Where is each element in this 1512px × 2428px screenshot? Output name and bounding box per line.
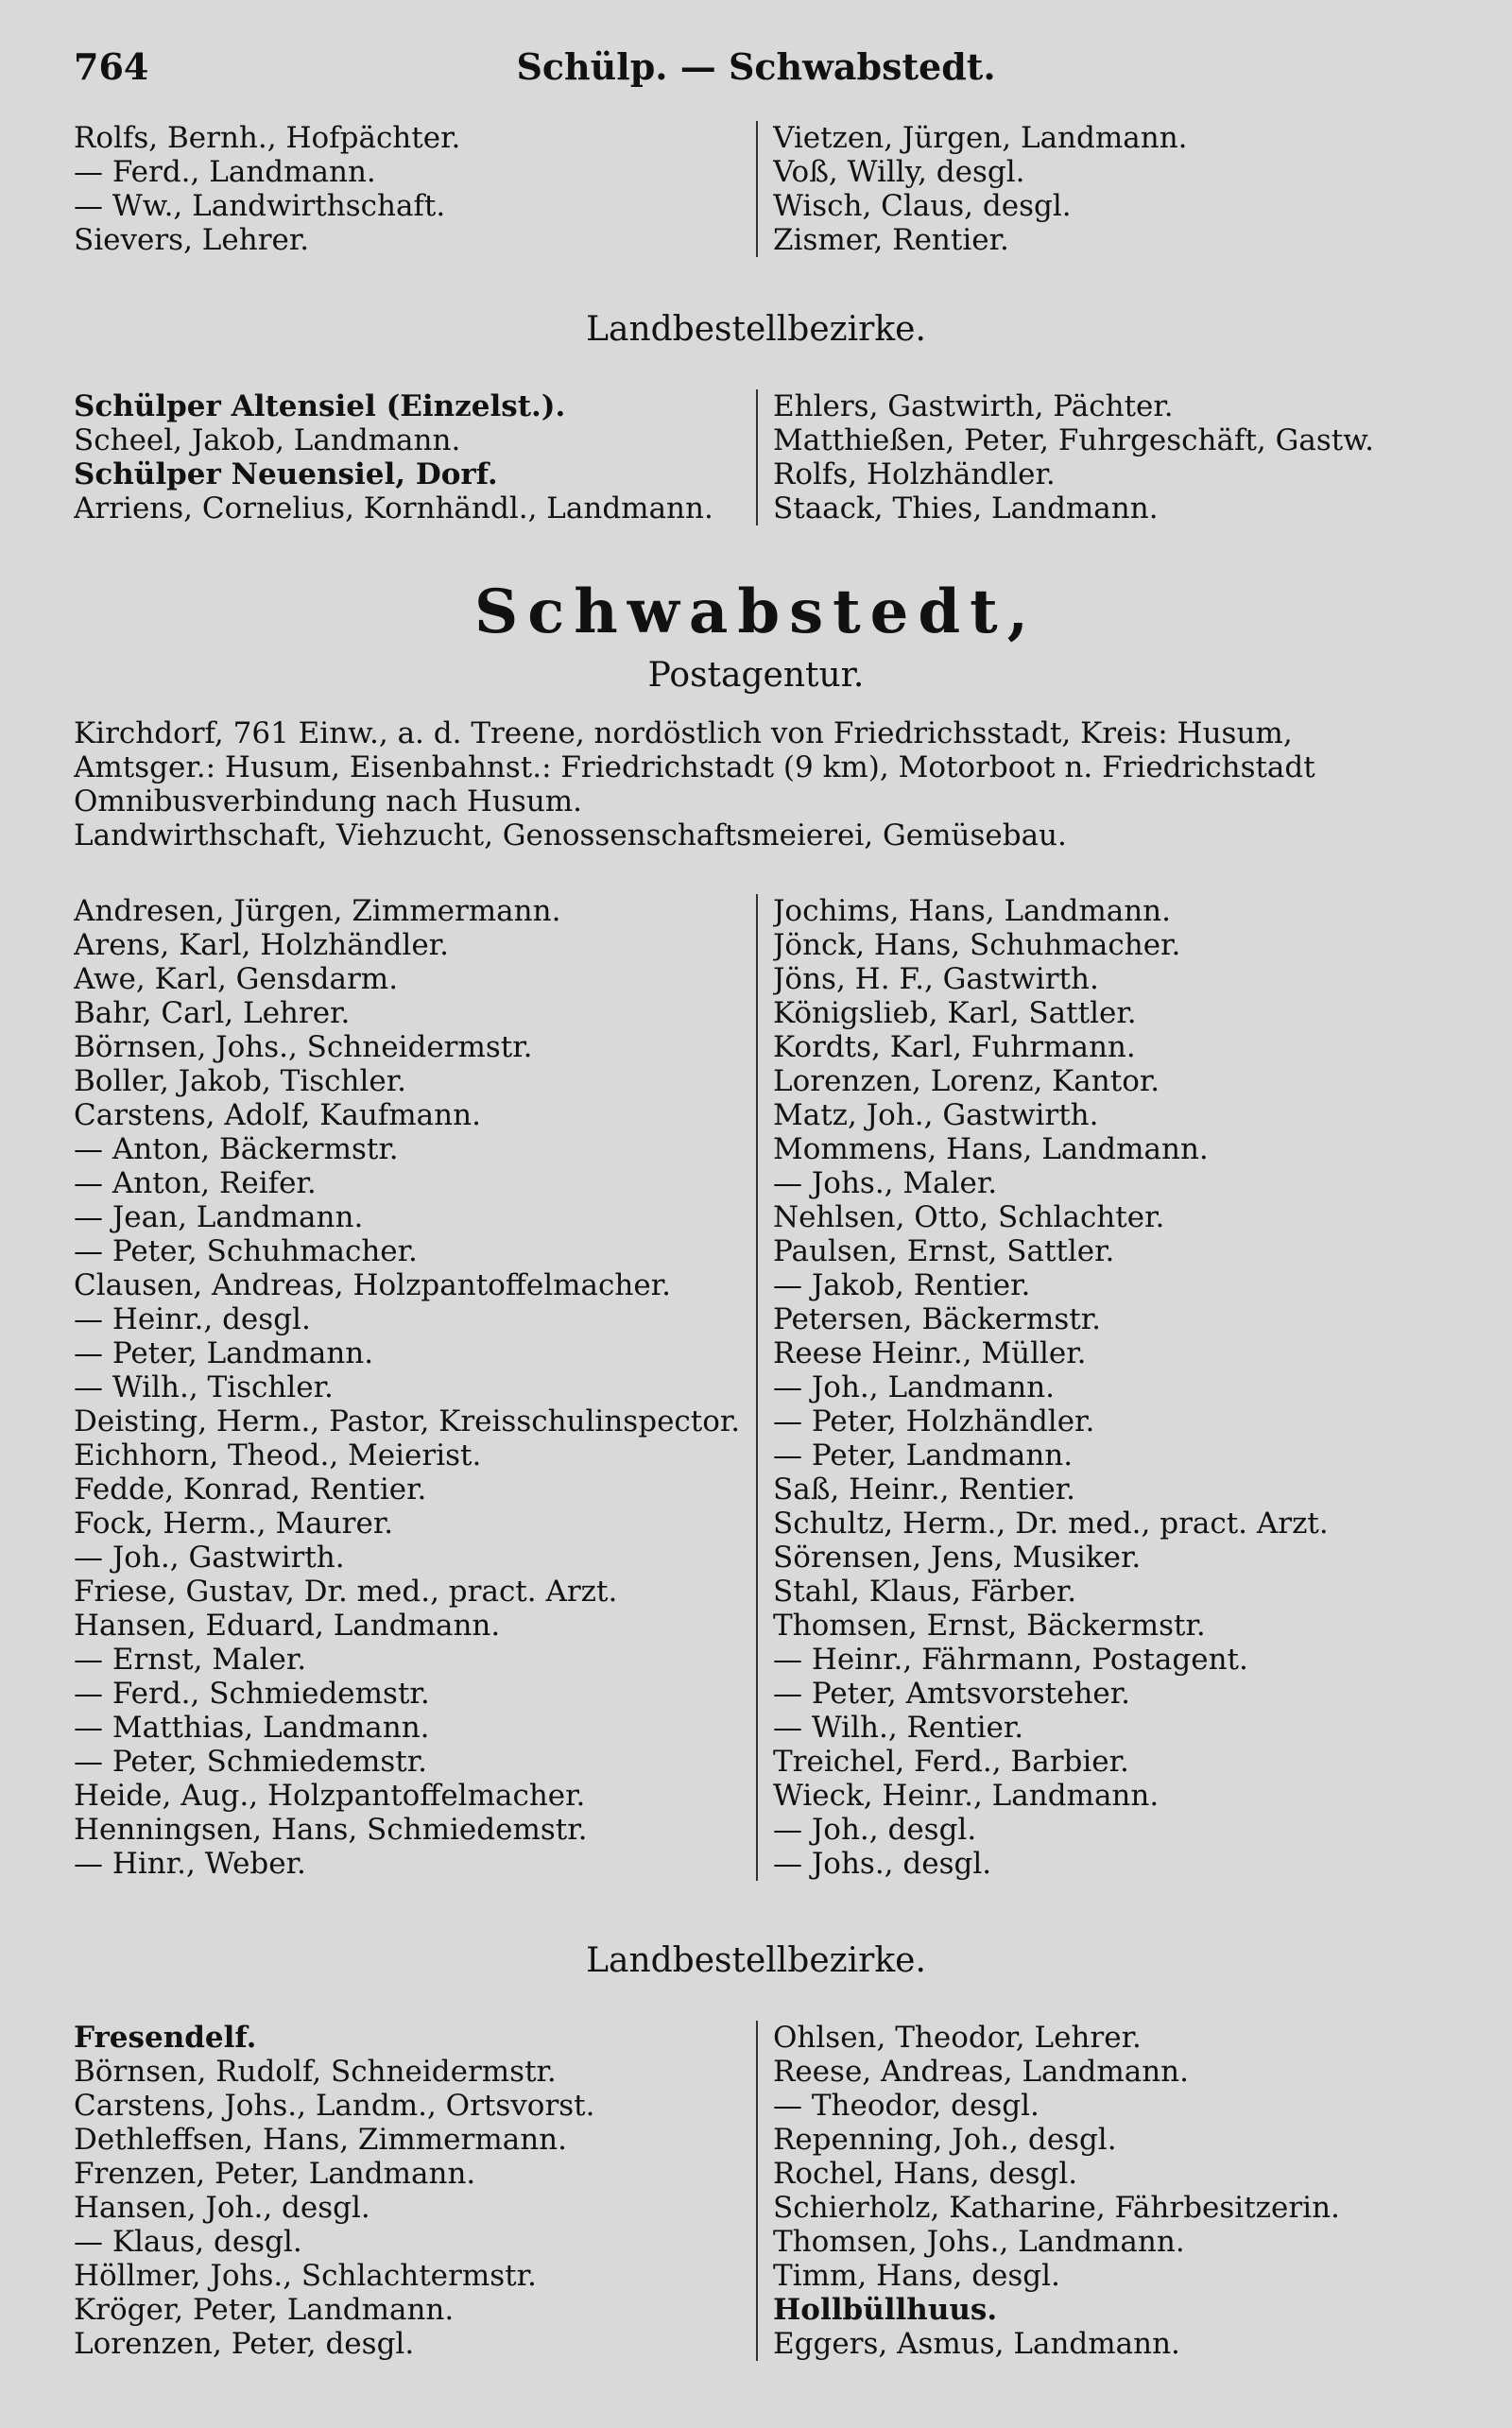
land1-left-column bbox=[74, 389, 756, 525]
entry: — Joh., desgl. bbox=[773, 1813, 977, 1847]
entry: — Joh., Landmann. bbox=[773, 1370, 1056, 1404]
entry: Königslieb, Karl, Sattler. bbox=[773, 996, 1137, 1030]
entry: — Wilh., Tischler. bbox=[74, 1370, 334, 1404]
entry: — Peter, Amtsvorsteher. bbox=[773, 1677, 1131, 1711]
place-heading: Hollbüllhuus. bbox=[773, 2293, 998, 2327]
description-line: Amtsger.: Husum, Eisenbahnst.: Friedrichstadt (9 km), Motorboot n. Friedrichstadt bbox=[74, 750, 1315, 784]
entry: — Wilh., Rentier. bbox=[773, 1711, 1024, 1745]
description-line: Landwirthschaft, Viehzucht, Genossenschaftsmeierei, Gemüsebau. bbox=[74, 818, 1067, 852]
entry: Jöns, H. F., Gastwirth. bbox=[773, 962, 1099, 996]
entry: — Johs., Maler. bbox=[773, 1166, 998, 1200]
entry: Voß, Willy, desgl. bbox=[773, 155, 1025, 189]
main-left-column bbox=[74, 894, 756, 1881]
entry: Ehlers, Gastwirth, Pächter. bbox=[773, 389, 1174, 423]
town-title: Schwabstedt, bbox=[474, 577, 1038, 647]
land2-entries bbox=[74, 2021, 1444, 2361]
entry: Dethleffsen, Hans, Zimmermann. bbox=[74, 2123, 568, 2157]
entry: — Peter, Schmiedemstr. bbox=[74, 1745, 428, 1779]
main-entries bbox=[74, 894, 1444, 1881]
entry: — Ernst, Maler. bbox=[74, 1643, 307, 1677]
entry: — Matthias, Landmann. bbox=[74, 1711, 430, 1745]
place-heading: Schülper Altensiel (Einzelst.). bbox=[74, 389, 566, 423]
entry: Schierholz, Katharine, Fährbesitzerin. bbox=[773, 2191, 1340, 2225]
entry: Matthießen, Peter, Fuhrgeschäft, Gastw. bbox=[773, 423, 1374, 457]
town-description bbox=[74, 716, 1444, 852]
top-right-column bbox=[756, 121, 1444, 257]
entry: Thomsen, Ernst, Bäckermstr. bbox=[773, 1609, 1206, 1643]
entry: Henningsen, Hans, Schmiedemstr. bbox=[74, 1813, 588, 1847]
top-entries bbox=[74, 121, 1444, 257]
entry: Zismer, Rentier. bbox=[773, 223, 1009, 257]
land2-right-column bbox=[756, 2021, 1444, 2361]
running-header bbox=[0, 45, 1512, 102]
entry: Paulsen, Ernst, Sattler. bbox=[773, 1234, 1115, 1268]
entry: Sievers, Lehrer. bbox=[74, 223, 310, 257]
entry: Lorenzen, Peter, desgl. bbox=[74, 2327, 415, 2361]
entry: Fock, Herm., Maurer. bbox=[74, 1507, 394, 1541]
entry: — Heinr., Fährmann, Postagent. bbox=[773, 1643, 1248, 1677]
entry: Thomsen, Johs., Landmann. bbox=[773, 2225, 1185, 2259]
entry: Boller, Jakob, Tischler. bbox=[74, 1064, 407, 1098]
entry: Börnsen, Rudolf, Schneidermstr. bbox=[74, 2055, 557, 2089]
running-title: Schülp. — Schwabstedt. bbox=[516, 45, 996, 88]
entry: — Klaus, desgl. bbox=[74, 2225, 302, 2259]
entry: Rolfs, Holzhändler. bbox=[773, 457, 1056, 491]
entry: Kröger, Peter, Landmann. bbox=[74, 2293, 455, 2327]
place-heading: Schülper Neuensiel, Dorf. bbox=[74, 457, 498, 491]
entry: Ohlsen, Theodor, Lehrer. bbox=[773, 2021, 1142, 2055]
entry: Jönck, Hans, Schuhmacher. bbox=[773, 928, 1181, 962]
land1-entries bbox=[74, 389, 1444, 525]
page-number: 764 bbox=[74, 45, 149, 88]
entry: Fedde, Konrad, Rentier. bbox=[74, 1472, 427, 1507]
entry: Wieck, Heinr., Landmann. bbox=[773, 1779, 1160, 1813]
entry: — Heinr., desgl. bbox=[74, 1302, 311, 1336]
entry: Matz, Joh., Gastwirth. bbox=[773, 1098, 1099, 1132]
entry: Treichel, Ferd., Barbier. bbox=[773, 1745, 1129, 1779]
entry: Kordts, Karl, Fuhrmann. bbox=[773, 1030, 1136, 1064]
entry: Carstens, Adolf, Kaufmann. bbox=[74, 1098, 481, 1132]
entry: Repenning, Joh., desgl. bbox=[773, 2123, 1117, 2157]
entry: Carstens, Johs., Landm., Ortsvorst. bbox=[74, 2089, 595, 2123]
entry: Staack, Thies, Landmann. bbox=[773, 491, 1159, 525]
entry: Hansen, Eduard, Landmann. bbox=[74, 1609, 501, 1643]
entry: Stahl, Klaus, Färber. bbox=[773, 1575, 1077, 1609]
entry: Arens, Karl, Holzhändler. bbox=[74, 928, 449, 962]
place-heading: Fresendelf. bbox=[74, 2021, 257, 2055]
entry: — Jean, Landmann. bbox=[74, 1200, 364, 1234]
description-line: Omnibusverbindung nach Husum. bbox=[74, 784, 583, 818]
entry: Börnsen, Johs., Schneidermstr. bbox=[74, 1030, 533, 1064]
entry: — Ferd., Landmann. bbox=[74, 155, 376, 189]
entry: Andresen, Jürgen, Zimmermann. bbox=[74, 894, 561, 928]
post-office-type: Postagentur. bbox=[647, 656, 865, 695]
entry: Arriens, Cornelius, Kornhändl., Landmann. bbox=[74, 491, 713, 525]
entry: Höllmer, Johs., Schlachtermstr. bbox=[74, 2259, 537, 2293]
entry: — Ww., Landwirthschaft. bbox=[74, 189, 446, 223]
entry: Awe, Karl, Gensdarm. bbox=[74, 962, 399, 996]
entry: — Peter, Landmann. bbox=[773, 1438, 1074, 1472]
entry: — Peter, Schuhmacher. bbox=[74, 1234, 418, 1268]
entry: — Ferd., Schmiedemstr. bbox=[74, 1677, 430, 1711]
entry: Rolfs, Bernh., Hofpächter. bbox=[74, 121, 461, 155]
entry: — Peter, Holzhändler. bbox=[773, 1404, 1095, 1438]
entry: Scheel, Jakob, Landmann. bbox=[74, 423, 461, 457]
entry: Rochel, Hans, desgl. bbox=[773, 2157, 1078, 2191]
entry: Clausen, Andreas, Holzpantoffelmacher. bbox=[74, 1268, 671, 1302]
entry: — Joh., Gastwirth. bbox=[74, 1541, 345, 1575]
entry: Heide, Aug., Holzpantoffelmacher. bbox=[74, 1779, 586, 1813]
entry: — Johs., desgl. bbox=[773, 1847, 992, 1881]
entry: Friese, Gustav, Dr. med., pract. Arzt. bbox=[74, 1575, 618, 1609]
entry: — Anton, Reifer. bbox=[74, 1166, 317, 1200]
entry: Vietzen, Jürgen, Landmann. bbox=[773, 121, 1188, 155]
land1-right-column bbox=[756, 389, 1444, 525]
entry: — Anton, Bäckermstr. bbox=[74, 1132, 399, 1166]
entry: Bahr, Carl, Lehrer. bbox=[74, 996, 351, 1030]
main-right-column bbox=[756, 894, 1444, 1881]
entry: Frenzen, Peter, Landmann. bbox=[74, 2157, 476, 2191]
section-heading-landbestellbezirke-2: Landbestellbezirke. bbox=[586, 1941, 926, 1980]
entry: Mommens, Hans, Landmann. bbox=[773, 1132, 1209, 1166]
entry: Eichhorn, Theod., Meierist. bbox=[74, 1438, 482, 1472]
entry: Saß, Heinr., Rentier. bbox=[773, 1472, 1076, 1507]
section-heading-landbestellbezirke-1: Landbestellbezirke. bbox=[586, 310, 926, 349]
entry: Hansen, Joh., desgl. bbox=[74, 2191, 370, 2225]
entry: Wisch, Claus, desgl. bbox=[773, 189, 1072, 223]
entry: Jochims, Hans, Landmann. bbox=[773, 894, 1171, 928]
entry: Sörensen, Jens, Musiker. bbox=[773, 1541, 1142, 1575]
land2-left-column bbox=[74, 2021, 756, 2361]
entry: — Hinr., Weber. bbox=[74, 1847, 306, 1881]
entry: Eggers, Asmus, Landmann. bbox=[773, 2327, 1180, 2361]
entry: — Jakob, Rentier. bbox=[773, 1268, 1031, 1302]
entry: Lorenzen, Lorenz, Kantor. bbox=[773, 1064, 1160, 1098]
entry: Petersen, Bäckermstr. bbox=[773, 1302, 1101, 1336]
entry: — Peter, Landmann. bbox=[74, 1336, 374, 1370]
description-line: Kirchdorf, 761 Einw., a. d. Treene, nordöstlich von Friedrichsstadt, Kreis: Husum, bbox=[74, 716, 1293, 750]
entry: Schultz, Herm., Dr. med., pract. Arzt. bbox=[773, 1507, 1329, 1541]
entry: Reese Heinr., Müller. bbox=[773, 1336, 1087, 1370]
entry: Nehlsen, Otto, Schlachter. bbox=[773, 1200, 1165, 1234]
entry: Timm, Hans, desgl. bbox=[773, 2259, 1060, 2293]
entry: Reese, Andreas, Landmann. bbox=[773, 2055, 1189, 2089]
entry: — Theodor, desgl. bbox=[773, 2089, 1040, 2123]
entry: Deisting, Herm., Pastor, Kreisschulinspector. bbox=[74, 1404, 741, 1438]
top-left-column bbox=[74, 121, 756, 257]
